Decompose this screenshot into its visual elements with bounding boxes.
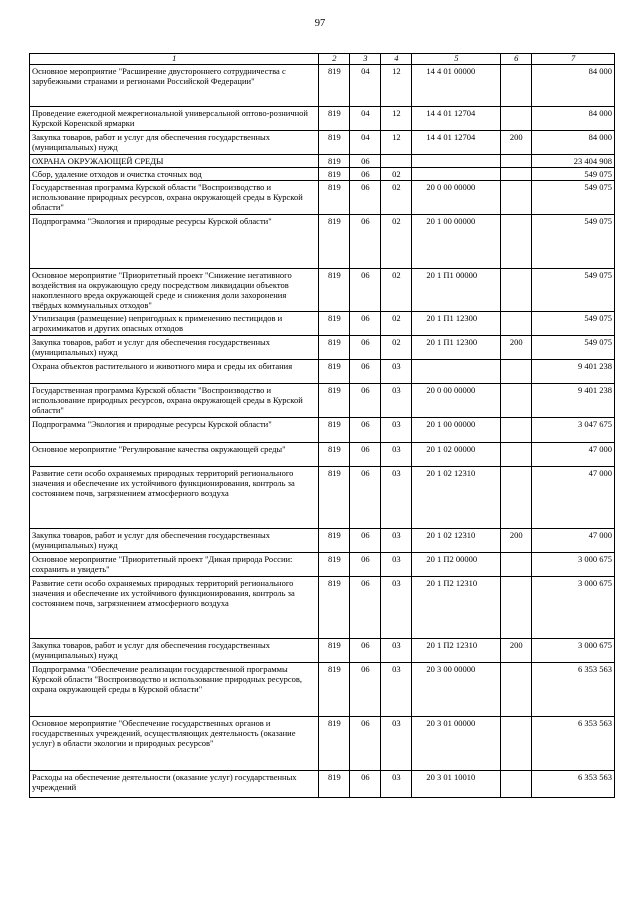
table-row	[30, 639, 615, 663]
row-name: Утилизация (размещение) непригодных к применению пестицидов и агрохимикатов и других опасных отходов	[30, 312, 319, 336]
row-target-article: 14 4 01 00000	[412, 65, 501, 107]
row-subsection-code: 03	[381, 443, 412, 467]
column-header: 2	[319, 54, 350, 65]
row-expense-type	[501, 215, 532, 269]
column-header: 4	[381, 54, 412, 65]
row-section-code: 06	[350, 181, 381, 215]
row-section-code: 06	[350, 360, 381, 384]
row-subsection-code: 03	[381, 717, 412, 771]
row-section-code: 06	[350, 639, 381, 663]
row-amount: 47 000	[532, 443, 615, 467]
row-target-article: 20 1 02 00000	[412, 443, 501, 467]
row-section-code: 06	[350, 553, 381, 577]
row-ministry-code: 819	[319, 577, 350, 639]
row-amount: 84 000	[532, 131, 615, 155]
row-expense-type	[501, 384, 532, 418]
row-subsection-code: 03	[381, 577, 412, 639]
row-section-code: 06	[350, 418, 381, 443]
row-name: Развитие сети особо охраняемых природных территорий регионального значения и обеспечение их устойчивого функционирования, контроль за состоянием почв, загрязнением атмосферного воздуха	[30, 467, 319, 529]
row-subsection-code: 03	[381, 384, 412, 418]
row-name: Закупка товаров, работ и услуг для обеспечения государственных (муниципальных) нужд	[30, 529, 319, 553]
column-header: 7	[532, 54, 615, 65]
row-subsection-code: 03	[381, 663, 412, 717]
table-row	[30, 418, 615, 443]
row-name: Основное мероприятие "Регулирование качества окружающей среды"	[30, 443, 319, 467]
row-target-article: 20 3 00 00000	[412, 663, 501, 717]
row-amount: 84 000	[532, 107, 615, 131]
table-row	[30, 529, 615, 553]
row-expense-type: 200	[501, 529, 532, 553]
row-amount: 6 353 563	[532, 663, 615, 717]
row-subsection-code: 02	[381, 168, 412, 181]
row-amount: 549 075	[532, 181, 615, 215]
row-amount: 84 000	[532, 65, 615, 107]
row-section-code: 06	[350, 155, 381, 168]
row-ministry-code: 819	[319, 215, 350, 269]
row-name: Основное мероприятие "Расширение двустороннего сотрудничества с зарубежными странами и регионами Российской Федерации"	[30, 65, 319, 107]
row-amount: 6 353 563	[532, 771, 615, 798]
row-expense-type	[501, 467, 532, 529]
row-target-article	[412, 168, 501, 181]
row-ministry-code: 819	[319, 663, 350, 717]
table-row	[30, 107, 615, 131]
row-target-article: 20 1 П2 00000	[412, 553, 501, 577]
row-name: Расходы на обеспечение деятельности (оказание услуг) государственных учреждений	[30, 771, 319, 798]
page-number: 97	[314, 18, 326, 29]
table-row	[30, 312, 615, 336]
row-name: Основное мероприятие "Обеспечение государственных органов и государственных учреждений, осуществляющих деятельность (оказание услуг) в области экологии и природных ресурсов"	[30, 717, 319, 771]
row-name: Основное мероприятие "Приоритетный проект "Снижение негативного воздействия на окружающую среду посредством ликвидации объектов накопленного вреда окружающей среде и снижения доли захоронения твёрдых коммунальных отходов"	[30, 269, 319, 312]
row-expense-type	[501, 65, 532, 107]
row-target-article: 20 1 02 12310	[412, 529, 501, 553]
row-name: Охрана объектов растительного и животного мира и среды их обитания	[30, 360, 319, 384]
table-row	[30, 467, 615, 529]
row-target-article	[412, 155, 501, 168]
row-expense-type	[501, 269, 532, 312]
row-name: Основное мероприятие "Приоритетный проект "Дикая природа России: сохранить и увидеть"	[30, 553, 319, 577]
row-name: Проведение ежегодной межрегиональной универсальной оптово-розничной Курской Коренской ярмарки	[30, 107, 319, 131]
row-expense-type	[501, 418, 532, 443]
row-expense-type	[501, 553, 532, 577]
row-section-code: 04	[350, 107, 381, 131]
row-name: Подпрограмма "Экология и природные ресурсы Курской области"	[30, 215, 319, 269]
budget-table	[29, 53, 615, 798]
row-name: Государственная программа Курской области "Воспроизводство и использование природных ресурсов, охрана окружающей среды в Курской области"	[30, 181, 319, 215]
row-name: Закупка товаров, работ и услуг для обеспечения государственных (муниципальных) нужд	[30, 336, 319, 360]
table-row	[30, 131, 615, 155]
row-ministry-code: 819	[319, 181, 350, 215]
table-row	[30, 181, 615, 215]
row-expense-type	[501, 717, 532, 771]
table-row	[30, 336, 615, 360]
row-target-article: 20 1 00 00000	[412, 418, 501, 443]
row-section-code: 06	[350, 717, 381, 771]
row-amount: 47 000	[532, 467, 615, 529]
table-row	[30, 65, 615, 107]
row-name: Закупка товаров, работ и услуг для обеспечения государственных (муниципальных) нужд	[30, 639, 319, 663]
row-amount: 549 075	[532, 269, 615, 312]
row-target-article: 20 1 П2 12310	[412, 577, 501, 639]
row-amount: 549 075	[532, 215, 615, 269]
row-ministry-code: 819	[319, 155, 350, 168]
row-expense-type: 200	[501, 336, 532, 360]
row-subsection-code: 03	[381, 771, 412, 798]
table-row	[30, 269, 615, 312]
row-subsection-code: 12	[381, 107, 412, 131]
row-amount: 3 000 675	[532, 639, 615, 663]
row-section-code: 06	[350, 443, 381, 467]
row-ministry-code: 819	[319, 65, 350, 107]
row-amount: 549 075	[532, 336, 615, 360]
row-section-code: 06	[350, 269, 381, 312]
row-expense-type	[501, 443, 532, 467]
row-target-article: 20 0 00 00000	[412, 181, 501, 215]
row-section-code: 04	[350, 65, 381, 107]
table-row	[30, 384, 615, 418]
table-row	[30, 168, 615, 181]
row-target-article: 20 0 00 00000	[412, 384, 501, 418]
column-header: 5	[412, 54, 501, 65]
row-subsection-code: 02	[381, 269, 412, 312]
row-amount: 9 401 238	[532, 384, 615, 418]
row-subsection-code: 03	[381, 467, 412, 529]
row-subsection-code: 12	[381, 131, 412, 155]
row-target-article: 20 1 02 12310	[412, 467, 501, 529]
row-expense-type	[501, 577, 532, 639]
table-row	[30, 553, 615, 577]
row-ministry-code: 819	[319, 467, 350, 529]
row-subsection-code: 02	[381, 215, 412, 269]
row-target-article: 14 4 01 12704	[412, 131, 501, 155]
row-section-code: 06	[350, 215, 381, 269]
row-target-article	[412, 360, 501, 384]
row-expense-type	[501, 312, 532, 336]
row-section-code: 06	[350, 663, 381, 717]
row-name: Закупка товаров, работ и услуг для обеспечения государственных (муниципальных) нужд	[30, 131, 319, 155]
row-expense-type: 200	[501, 131, 532, 155]
table-row	[30, 717, 615, 771]
row-section-code: 06	[350, 336, 381, 360]
row-section-code: 06	[350, 529, 381, 553]
row-amount: 549 075	[532, 312, 615, 336]
row-ministry-code: 819	[319, 639, 350, 663]
row-ministry-code: 819	[319, 771, 350, 798]
row-name: Подпрограмма "Обеспечение реализации государственной программы Курской области "Воспроизводство и использование природных ресурсов, охрана окружающей среды в Курской области"	[30, 663, 319, 717]
row-subsection-code	[381, 155, 412, 168]
row-ministry-code: 819	[319, 131, 350, 155]
row-subsection-code: 03	[381, 639, 412, 663]
row-section-code: 06	[350, 384, 381, 418]
row-target-article: 20 3 01 10010	[412, 771, 501, 798]
row-ministry-code: 819	[319, 553, 350, 577]
row-amount: 6 353 563	[532, 717, 615, 771]
table-row	[30, 577, 615, 639]
row-name: ОХРАНА ОКРУЖАЮЩЕЙ СРЕДЫ	[30, 155, 319, 168]
row-amount: 9 401 238	[532, 360, 615, 384]
row-ministry-code: 819	[319, 384, 350, 418]
row-amount: 3 000 675	[532, 553, 615, 577]
row-ministry-code: 819	[319, 336, 350, 360]
row-subsection-code: 02	[381, 312, 412, 336]
column-header: 6	[501, 54, 532, 65]
row-amount: 47 000	[532, 529, 615, 553]
row-target-article: 20 1 П2 12310	[412, 639, 501, 663]
row-ministry-code: 819	[319, 269, 350, 312]
row-amount: 3 047 675	[532, 418, 615, 443]
row-subsection-code: 03	[381, 553, 412, 577]
row-expense-type	[501, 107, 532, 131]
row-ministry-code: 819	[319, 418, 350, 443]
row-name: Государственная программа Курской области "Воспроизводство и использование природных ресурсов, охрана окружающей среды в Курской области"	[30, 384, 319, 418]
row-expense-type	[501, 168, 532, 181]
row-section-code: 04	[350, 131, 381, 155]
row-amount: 23 404 908	[532, 155, 615, 168]
column-header: 1	[30, 54, 319, 65]
row-expense-type	[501, 771, 532, 798]
row-ministry-code: 819	[319, 312, 350, 336]
row-section-code: 06	[350, 467, 381, 529]
row-expense-type	[501, 360, 532, 384]
row-expense-type	[501, 663, 532, 717]
row-subsection-code: 03	[381, 360, 412, 384]
row-expense-type	[501, 155, 532, 168]
row-name: Подпрограмма "Экология и природные ресурсы Курской области"	[30, 418, 319, 443]
row-target-article: 20 1 П1 12300	[412, 336, 501, 360]
row-ministry-code: 819	[319, 168, 350, 181]
row-ministry-code: 819	[319, 107, 350, 131]
row-subsection-code: 03	[381, 529, 412, 553]
table-row	[30, 360, 615, 384]
table-row	[30, 215, 615, 269]
row-section-code: 06	[350, 312, 381, 336]
table-row	[30, 443, 615, 467]
row-target-article: 20 1 П1 12300	[412, 312, 501, 336]
table-header-row	[30, 54, 615, 65]
row-subsection-code: 02	[381, 181, 412, 215]
column-header: 3	[350, 54, 381, 65]
row-target-article: 20 1 П1 00000	[412, 269, 501, 312]
row-subsection-code: 03	[381, 418, 412, 443]
row-subsection-code: 02	[381, 336, 412, 360]
row-name: Развитие сети особо охраняемых природных территорий регионального значения и обеспечение их устойчивого функционирования, контроль за состоянием почв, загрязнением атмосферного воздуха	[30, 577, 319, 639]
table-row	[30, 155, 615, 168]
row-ministry-code: 819	[319, 360, 350, 384]
row-expense-type	[501, 181, 532, 215]
table-row	[30, 771, 615, 798]
row-section-code: 06	[350, 168, 381, 181]
row-name: Сбор, удаление отходов и очистка сточных вод	[30, 168, 319, 181]
row-expense-type: 200	[501, 639, 532, 663]
row-section-code: 06	[350, 771, 381, 798]
row-target-article: 20 1 00 00000	[412, 215, 501, 269]
row-amount: 549 075	[532, 168, 615, 181]
row-amount: 3 000 675	[532, 577, 615, 639]
row-ministry-code: 819	[319, 529, 350, 553]
row-ministry-code: 819	[319, 443, 350, 467]
table-row	[30, 663, 615, 717]
row-ministry-code: 819	[319, 717, 350, 771]
row-target-article: 20 3 01 00000	[412, 717, 501, 771]
row-section-code: 06	[350, 577, 381, 639]
row-target-article: 14 4 01 12704	[412, 107, 501, 131]
row-subsection-code: 12	[381, 65, 412, 107]
